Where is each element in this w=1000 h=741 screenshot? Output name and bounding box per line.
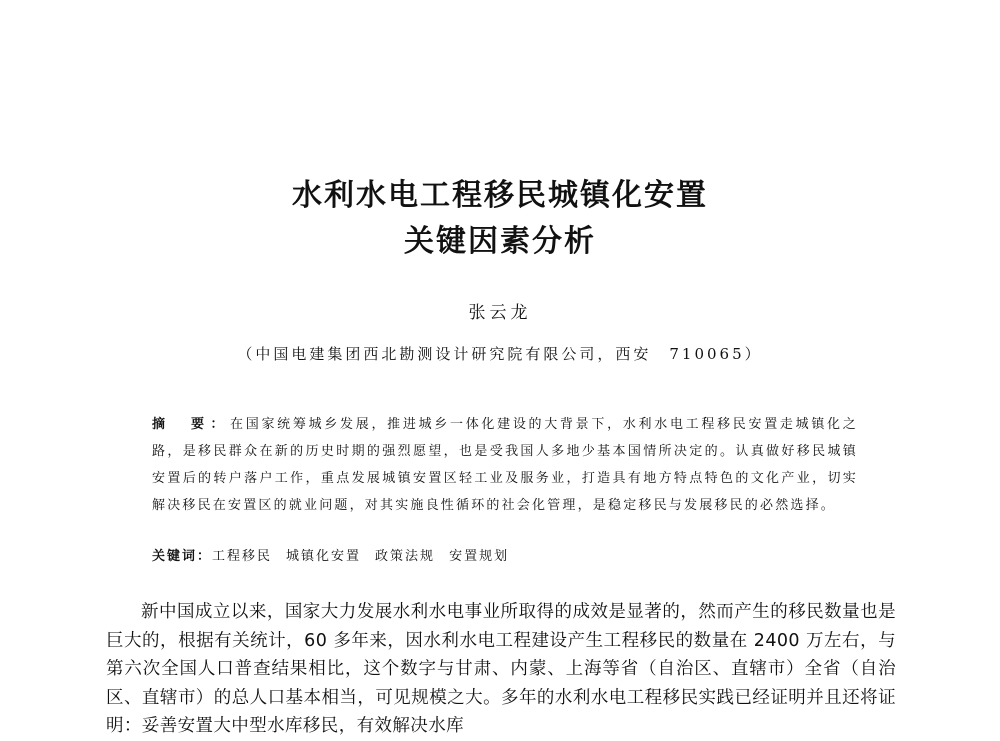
author-name: 张云龙 <box>468 303 532 323</box>
abstract-label: 摘 要： <box>152 417 231 432</box>
keyword: 城镇化安置 <box>286 549 362 564</box>
keyword: 工程移民 <box>212 549 273 564</box>
keyword: 政策法规 <box>375 549 436 564</box>
abstract <box>152 411 858 519</box>
author-affiliation: （中国电建集团西北勘测设计研究院有限公司，西安 710065） <box>237 345 763 363</box>
paper-title-line-2: 关键因素分析 <box>404 224 596 259</box>
keywords-label: 关键词： <box>152 549 213 564</box>
keyword: 安置规划 <box>449 549 510 564</box>
body-paragraph: 新中国成立以来，国家大力发展水利水电事业所取得的成效是显著的，然而产生的移民数量也是巨大的，根据有关统计，60 多年来，因水利水电工程建设产生工程移民的数量在 2400 万左右，与第六次全国人口普查结果相比，这个数字与甘肃、内蒙、上海等省（自治区、直辖市）全省（自治区、直辖市）的总人口基本相当，可见规模之大。多年的水利水电工程移民实践已经证明并且还将证明：妥善安置大中型水库移民，有效解决水库 <box>106 602 896 736</box>
keywords <box>152 543 858 570</box>
paper-title-line-1: 水利水电工程移民城镇化安置 <box>292 178 708 213</box>
abstract-text: 在国家统筹城乡发展，推进城乡一体化建设的大背景下，水利水电工程移民安置走城镇化之路，是移民群众在新的历史时期的强烈愿望，也是受我国人多地少基本国情所决定的。认真做好移民城镇安置后的转户落户工作，重点发展城镇安置区轻工业及服务业，打造具有地方特点特色的文化产业，切实解决移民在安置区的就业问题，对其实施良性循环的社会化管理，是稳定移民与发展移民的必然选择。 <box>152 417 858 513</box>
